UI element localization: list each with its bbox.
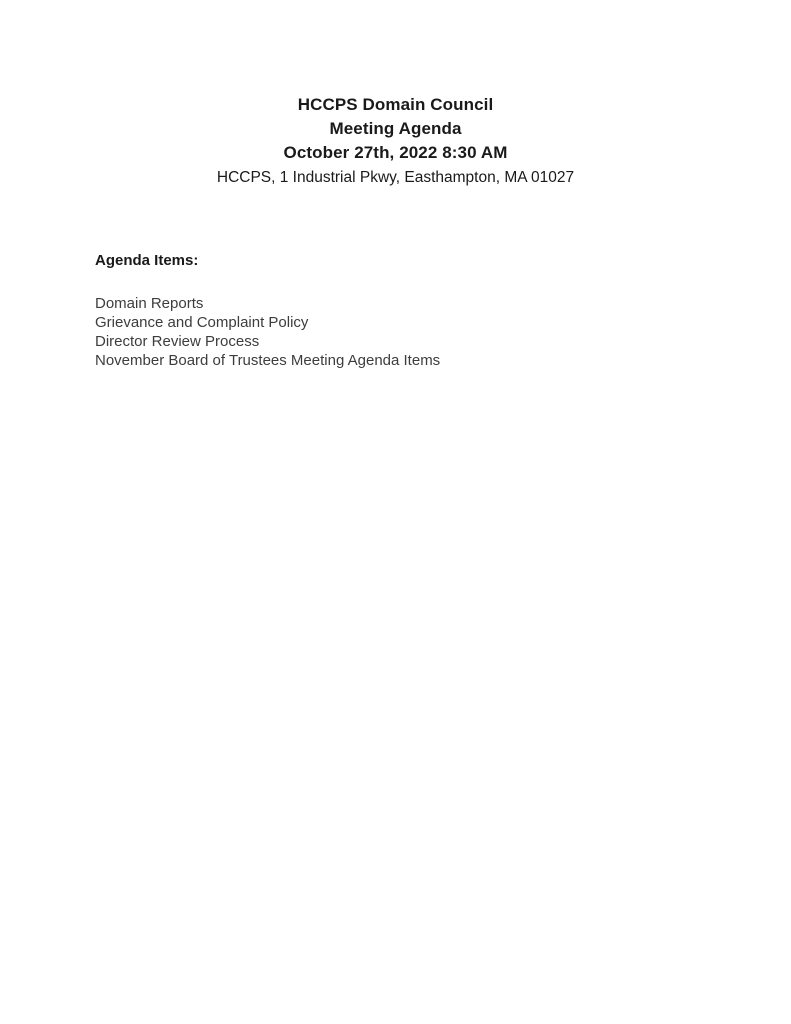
document-header	[0, 93, 791, 189]
agenda-items-heading: Agenda Items:	[95, 252, 199, 269]
meeting-datetime: October 27th, 2022 8:30 AM	[283, 143, 508, 162]
agenda-item: Grievance and Complaint Policy	[95, 314, 309, 331]
document-title: HCCPS Domain Council	[297, 95, 494, 114]
agenda-item: Director Review Process	[95, 333, 260, 350]
document-subtitle: Meeting Agenda	[329, 119, 462, 138]
agenda-item: Domain Reports	[95, 295, 204, 312]
agenda-items-list	[95, 294, 440, 370]
agenda-item: November Board of Trustees Meeting Agenda Items	[95, 352, 441, 369]
meeting-location: HCCPS, 1 Industrial Pkwy, Easthampton, MA 01027	[216, 169, 575, 186]
